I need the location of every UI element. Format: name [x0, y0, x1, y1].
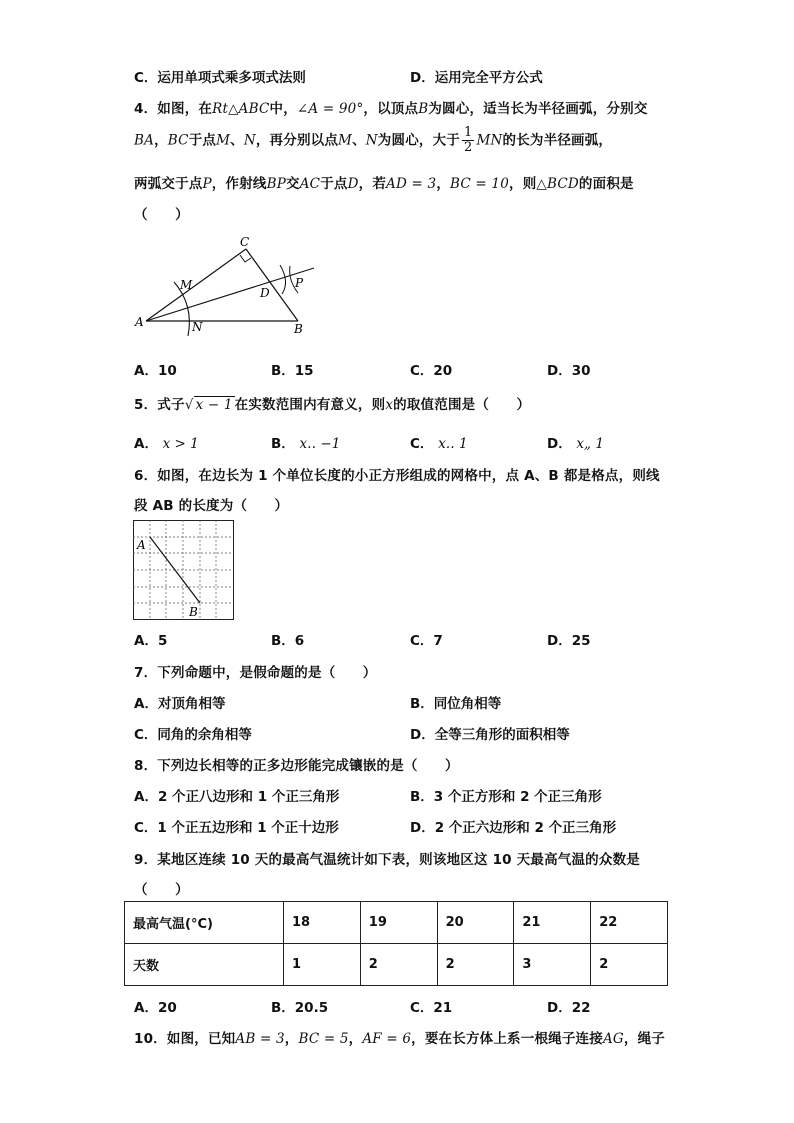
q9-option-a: A．20 — [134, 1000, 177, 1016]
q4-option-d: D．30 — [547, 363, 591, 379]
q6-option-a: A．5 — [134, 633, 168, 649]
table-row-label: 天数 — [125, 944, 284, 986]
q7-stem: 7．下列命题中，是假命题的是（ ） — [134, 665, 377, 681]
q7-option-b: B．同位角相等 — [410, 696, 502, 712]
q6-grid-figure — [133, 520, 235, 621]
table-row — [125, 902, 668, 944]
q3-option-c: C．运用单项式乘多项式法则 — [134, 70, 306, 86]
q5-option-c: C． x‥ 1 — [410, 436, 468, 452]
table-cell: 21 — [514, 902, 591, 944]
sqrt-expression: √ x − 1 — [184, 397, 233, 413]
label-c: C — [240, 235, 250, 249]
q9-option-c: C．21 — [410, 1000, 453, 1016]
q4-option-c: C．20 — [410, 363, 453, 379]
segment-cb — [246, 249, 298, 321]
q5-option-b: B． x‥ −1 — [271, 436, 341, 452]
q6-option-b: B．6 — [271, 633, 305, 649]
q5-stem: 5．式子√ x − 1 在实数范围内有意义，则x的取值范围是（ ） — [134, 397, 531, 413]
grid-lines — [133, 520, 233, 620]
q7-option-d: D．全等三角形的面积相等 — [410, 727, 570, 743]
q5-option-a: A． x > 1 — [134, 436, 199, 452]
table-cell: 2 — [437, 944, 514, 986]
q9-line-2: （ ） — [134, 882, 189, 898]
table-cell: 22 — [591, 902, 668, 944]
table-row — [125, 944, 668, 986]
q8-option-d: D．2 个正六边形和 2 个正三角形 — [410, 820, 617, 836]
ray-ap — [146, 268, 314, 321]
segment-ac — [146, 249, 246, 321]
q8-option-b: B．3 个正方形和 2 个正三角形 — [410, 789, 602, 805]
label-p: P — [295, 276, 304, 290]
q7-option-c: C．同角的余角相等 — [134, 727, 252, 743]
q6-option-c: C．7 — [410, 633, 443, 649]
table-header-label: 最高气温(°C) — [125, 902, 284, 944]
q4-line-1: 4．如图，在Rt△ABC中，∠A = 90°，以顶点B为圆心，适当长为半径画弧，分别交 — [134, 101, 648, 117]
table-cell: 19 — [360, 902, 437, 944]
label-n: N — [192, 320, 203, 334]
q8-option-a: A．2 个正八边形和 1 个正三角形 — [134, 789, 340, 805]
q10-stem: 10．如图，已知AB = 3，BC = 5，AF = 6，要在长方体上系一根绳子连接AG，绳子 — [134, 1031, 666, 1047]
q8-stem: 8．下列边长相等的正多边形能完成镶嵌的是（ ） — [134, 758, 459, 774]
label-b: B — [189, 605, 198, 619]
table-cell: 2 — [591, 944, 668, 986]
temperature-table — [124, 901, 668, 986]
table-cell: 1 — [284, 944, 361, 986]
q9-option-b: B．20.5 — [271, 1000, 329, 1016]
q4-triangle-figure — [130, 230, 330, 340]
q7-option-a: A．对顶角相等 — [134, 696, 226, 712]
q4-option-a: A．10 — [134, 363, 177, 379]
table-cell: 3 — [514, 944, 591, 986]
q3-option-d: D．运用完全平方公式 — [410, 70, 543, 86]
q4-line-3: 两弧交于点P，作射线BP交AC于点D，若AD = 3，BC = 10，则△BCD的面积是 — [134, 176, 634, 192]
label-d: D — [260, 286, 270, 300]
label-a: A — [137, 538, 146, 552]
table-cell: 2 — [360, 944, 437, 986]
label-a: A — [135, 315, 144, 329]
q8-option-c: C．1 个正五边形和 1 个正十边形 — [134, 820, 339, 836]
q6-line-2: 段 AB 的长度为（ ） — [134, 498, 289, 514]
label-m: M — [180, 278, 193, 292]
q4-line-2: BA，BC于点M、N，再分别以点M、N为圆心，大于 $\frac{1}{2}$ MN的长为半径画弧， — [134, 125, 613, 155]
q4-answer-blank: （ ） — [134, 207, 189, 223]
q6-line-1: 6．如图，在边长为 1 个单位长度的小正方形组成的网格中，点 A、B 都是格点，则线 — [134, 468, 660, 484]
q5-option-d: D． x„ 1 — [547, 436, 604, 452]
q9-option-d: D．22 — [547, 1000, 591, 1016]
q9-line-1: 9．某地区连续 10 天的最高气温统计如下表，则该地区这 10 天最高气温的众数是 — [134, 852, 640, 868]
table-cell: 20 — [437, 902, 514, 944]
label-b: B — [294, 322, 303, 336]
one-half-fraction: $\frac{1}{2}$ — [464, 125, 473, 155]
q6-option-d: D．25 — [547, 633, 591, 649]
right-angle-mark-icon — [240, 255, 251, 262]
q4-option-b: B．15 — [271, 363, 314, 379]
table-cell: 18 — [284, 902, 361, 944]
arc-p-1 — [280, 265, 286, 294]
